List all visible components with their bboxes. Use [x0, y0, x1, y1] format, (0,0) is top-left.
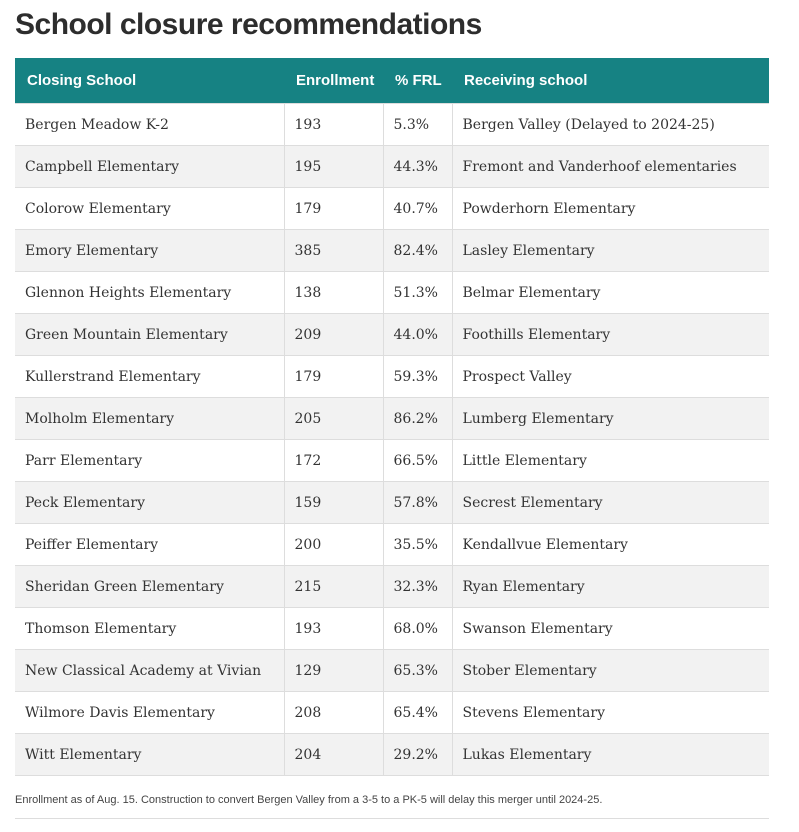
frl-cell: 57.8%	[383, 482, 452, 524]
closing-school-cell: Wilmore Davis Elementary	[15, 692, 284, 734]
header-row	[15, 58, 769, 104]
footnote: Enrollment as of Aug. 15. Construction to convert Bergen Valley from a 3-5 to a PK-5 will delay this merger until 2024-25.	[15, 794, 603, 806]
receiving-school-cell: Swanson Elementary	[452, 608, 769, 650]
receiving-school-cell: Stevens Elementary	[452, 692, 769, 734]
table-row	[15, 566, 769, 608]
page-title: School closure recommendations	[15, 8, 482, 41]
frl-cell: 32.3%	[383, 566, 452, 608]
receiving-school-cell: Lumberg Elementary	[452, 398, 769, 440]
enrollment-cell: 205	[284, 398, 383, 440]
closing-school-cell: Thomson Elementary	[15, 608, 284, 650]
closing-school-cell: Peck Elementary	[15, 482, 284, 524]
table-row	[15, 524, 769, 566]
receiving-school-cell: Fremont and Vanderhoof elementaries	[452, 146, 769, 188]
frl-cell: 65.3%	[383, 650, 452, 692]
frl-cell: 40.7%	[383, 188, 452, 230]
table-row	[15, 230, 769, 272]
frl-cell: 66.5%	[383, 440, 452, 482]
closing-school-cell: Campbell Elementary	[15, 146, 284, 188]
header-closing-school: Closing School	[15, 58, 284, 104]
table-row	[15, 188, 769, 230]
enrollment-cell: 200	[284, 524, 383, 566]
table-header	[15, 58, 769, 104]
receiving-school-cell: Prospect Valley	[452, 356, 769, 398]
frl-cell: 82.4%	[383, 230, 452, 272]
closure-table	[15, 58, 769, 776]
receiving-school-cell: Secrest Elementary	[452, 482, 769, 524]
enrollment-cell: 172	[284, 440, 383, 482]
receiving-school-cell: Ryan Elementary	[452, 566, 769, 608]
frl-cell: 65.4%	[383, 692, 452, 734]
table-row	[15, 650, 769, 692]
header-frl: % FRL	[383, 58, 452, 104]
receiving-school-cell: Bergen Valley (Delayed to 2024-25)	[452, 104, 769, 146]
enrollment-cell: 129	[284, 650, 383, 692]
frl-cell: 29.2%	[383, 734, 452, 776]
enrollment-cell: 159	[284, 482, 383, 524]
frl-cell: 44.3%	[383, 146, 452, 188]
enrollment-cell: 385	[284, 230, 383, 272]
table-row	[15, 356, 769, 398]
closing-school-cell: Emory Elementary	[15, 230, 284, 272]
header-enrollment: Enrollment	[284, 58, 383, 104]
frl-cell: 68.0%	[383, 608, 452, 650]
closing-school-cell: Witt Elementary	[15, 734, 284, 776]
table-row	[15, 272, 769, 314]
enrollment-cell: 209	[284, 314, 383, 356]
enrollment-cell: 208	[284, 692, 383, 734]
table-body	[15, 104, 769, 776]
receiving-school-cell: Kendallvue Elementary	[452, 524, 769, 566]
table-row	[15, 146, 769, 188]
receiving-school-cell: Stober Elementary	[452, 650, 769, 692]
enrollment-cell: 179	[284, 356, 383, 398]
closing-school-cell: Colorow Elementary	[15, 188, 284, 230]
frl-cell: 86.2%	[383, 398, 452, 440]
closing-school-cell: Kullerstrand Elementary	[15, 356, 284, 398]
footer-divider	[15, 818, 769, 819]
closing-school-cell: Parr Elementary	[15, 440, 284, 482]
receiving-school-cell: Belmar Elementary	[452, 272, 769, 314]
frl-cell: 35.5%	[383, 524, 452, 566]
closing-school-cell: Sheridan Green Elementary	[15, 566, 284, 608]
closing-school-cell: Glennon Heights Elementary	[15, 272, 284, 314]
frl-cell: 5.3%	[383, 104, 452, 146]
table-row	[15, 398, 769, 440]
receiving-school-cell: Little Elementary	[452, 440, 769, 482]
enrollment-cell: 204	[284, 734, 383, 776]
closing-school-cell: Molholm Elementary	[15, 398, 284, 440]
closing-school-cell: New Classical Academy at Vivian	[15, 650, 284, 692]
frl-cell: 51.3%	[383, 272, 452, 314]
enrollment-cell: 193	[284, 608, 383, 650]
table-row	[15, 104, 769, 146]
closing-school-cell: Bergen Meadow K-2	[15, 104, 284, 146]
closing-school-cell: Peiffer Elementary	[15, 524, 284, 566]
table-row	[15, 314, 769, 356]
table-row	[15, 482, 769, 524]
table-row	[15, 608, 769, 650]
enrollment-cell: 179	[284, 188, 383, 230]
receiving-school-cell: Lukas Elementary	[452, 734, 769, 776]
table-row	[15, 440, 769, 482]
receiving-school-cell: Lasley Elementary	[452, 230, 769, 272]
frl-cell: 44.0%	[383, 314, 452, 356]
enrollment-cell: 215	[284, 566, 383, 608]
enrollment-cell: 195	[284, 146, 383, 188]
table-row	[15, 734, 769, 776]
frl-cell: 59.3%	[383, 356, 452, 398]
receiving-school-cell: Powderhorn Elementary	[452, 188, 769, 230]
table-row	[15, 692, 769, 734]
enrollment-cell: 138	[284, 272, 383, 314]
header-receiving-school: Receiving school	[452, 58, 769, 104]
receiving-school-cell: Foothills Elementary	[452, 314, 769, 356]
closing-school-cell: Green Mountain Elementary	[15, 314, 284, 356]
enrollment-cell: 193	[284, 104, 383, 146]
